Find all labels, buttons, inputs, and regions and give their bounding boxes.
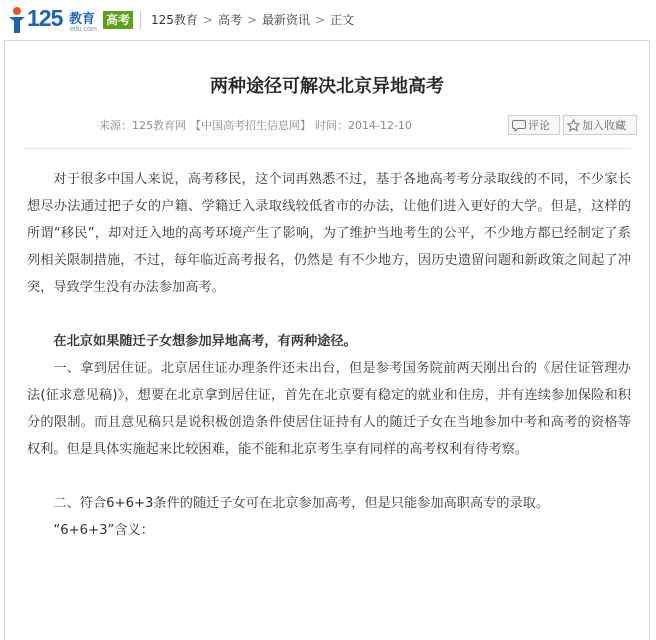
- logo-badge: 高考: [103, 11, 133, 29]
- article-title: 两种途径可解决北京异地高考: [210, 76, 444, 97]
- article-panel: [4, 40, 650, 640]
- paragraph-option-one: 一、拿到居住证。北京居住证办理条件还未出台，但是参考国务院前两天刚出台的《居住证管理办法(征求意见稿)》，想要在北京拿到居住证，首先在北京要有稳定的就业和住房，并有连续参加保险和积分的限制。而且意见稿只是说积极创造条件使居住证持有人的随迁子女在当地参加中考和高考的资格等权利。但是具体实施起来比较困难，能不能和北京考生享有同样的高考权利有待考察。: [27, 361, 631, 457]
- site-header: [0, 0, 656, 42]
- comment-button[interactable]: [508, 115, 560, 135]
- add-favorite-button[interactable]: [563, 115, 637, 135]
- article-meta: [99, 118, 412, 134]
- meta-divider: [23, 148, 631, 149]
- paragraph-option-two: 二、符合6+6+3条件的随迁子女可在北京参加高考，但是只能参加高职高专的录取。: [53, 496, 550, 511]
- paragraph-subheading: 在北京如果随迁子女想参加异地高考，有两种途径。: [53, 334, 357, 349]
- site-logo[interactable]: [6, 4, 138, 36]
- source-origin: 【中国高考招生信息网】: [190, 119, 311, 132]
- source-name[interactable]: 125教育网: [132, 119, 186, 132]
- comment-label: 评论: [528, 119, 550, 132]
- favorite-label: 加入收藏: [582, 119, 626, 132]
- paragraph-definition-heading: “6+6+3”含义：: [53, 523, 154, 538]
- comment-bubble-icon: [512, 119, 526, 132]
- logo-number: 125: [27, 5, 63, 31]
- logo-name: 教育: [69, 12, 96, 27]
- star-icon: [567, 119, 580, 132]
- breadcrumb-item-home[interactable]: 125教育: [151, 13, 198, 27]
- logo-figure-icon: [6, 6, 28, 34]
- time-label: 时间：: [315, 119, 348, 132]
- paragraph-spacer: [27, 463, 631, 490]
- article-body: [27, 166, 631, 544]
- publish-time: 2014-12-10: [348, 119, 412, 132]
- paragraph-intro: 对于很多中国人来说，高考移民，这个词再熟悉不过，基于各地高考考分录取线的不同，不少家长想尽办法通过把子女的户籍、学籍迁入录取线较低省市的办法，让他们进入更好的大学。但是，这样的所谓“移民”，却对迁入地的高考环境产生了影响，为了维护当地考生的公平，不少地方都已经制定了系列相关限制措施，不过，每年临近高考报名，仍然是 有不少地方，因历史遗留问题和新政策之间起了冲突，导致学生没有办法参加高考。: [27, 172, 631, 295]
- header-divider: [140, 11, 141, 29]
- breadcrumb-item-current: 正文: [330, 13, 355, 27]
- breadcrumb: [151, 12, 354, 28]
- breadcrumb-item-gaokao[interactable]: 高考: [217, 13, 242, 27]
- paragraph-spacer: [27, 301, 631, 328]
- logo-domain: edu.com: [70, 26, 97, 33]
- breadcrumb-separator: >: [202, 13, 213, 27]
- breadcrumb-separator: >: [315, 13, 326, 27]
- breadcrumb-item-news[interactable]: 最新资讯: [262, 13, 311, 27]
- source-label: 来源：: [99, 119, 132, 132]
- breadcrumb-separator: >: [246, 13, 258, 27]
